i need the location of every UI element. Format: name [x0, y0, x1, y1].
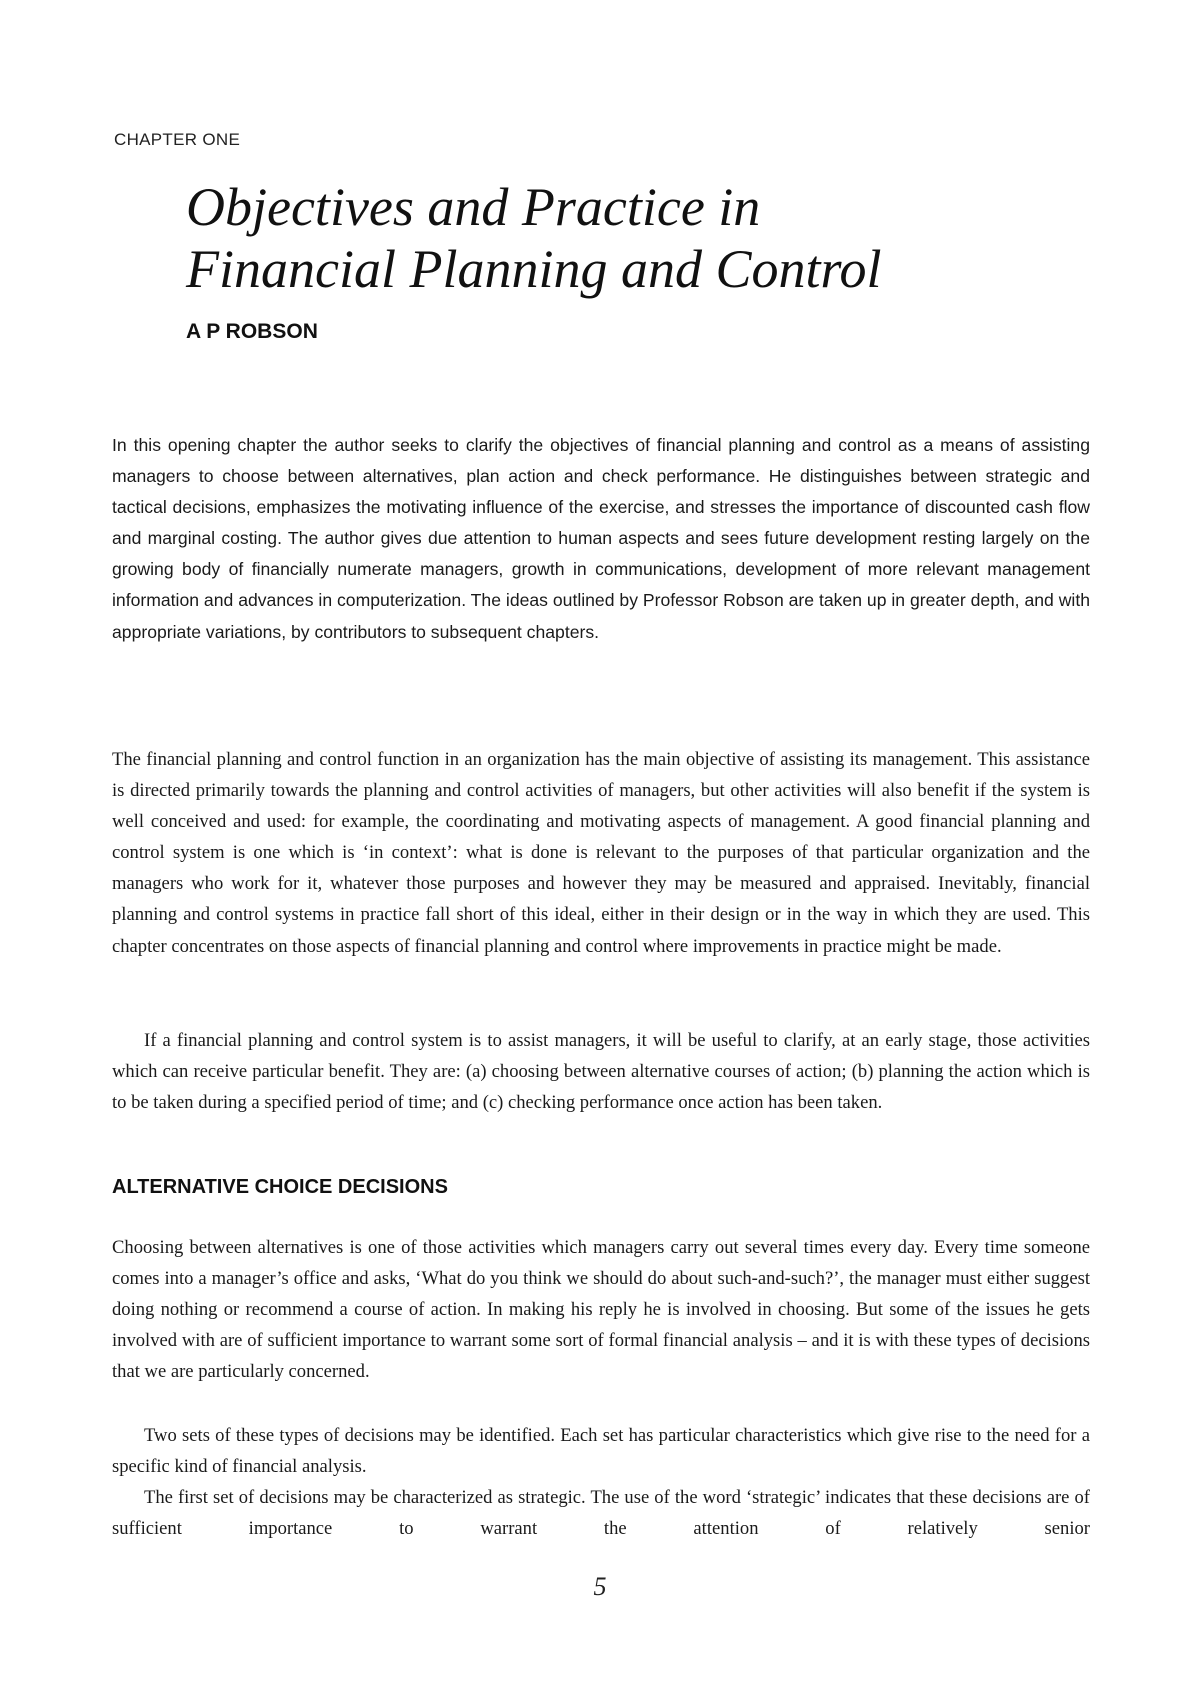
section-paragraph-2: Two sets of these types of decisions may be identified. Each set has particular characteristics which give rise to the need for a specific kind of financial analysis.: [112, 1425, 1090, 1478]
chapter-title-line-2: Financial Planning and Control: [186, 239, 882, 299]
author-name: A P ROBSON: [186, 320, 318, 343]
chapter-label: CHAPTER ONE: [114, 130, 241, 149]
section-paragraph-1: Choosing between alternatives is one of those activities which managers carry out several times every day. Every time someone comes into a manager’s office and asks, ‘What do you think we should do about such-and-such?’, the manager must either suggest doing nothing or recommend a course of action. In making his reply he is involved in choosing. But some of the issues he gets involved with are of sufficient importance to warrant some sort of formal financial analysis – and it is with these types of decisions that we are particularly concerned.: [112, 1237, 1090, 1383]
page-number: 5: [593, 1572, 607, 1601]
intro-paragraph-1: The financial planning and control function in an organization has the main objective of assisting its management. This assistance is directed primarily towards the planning and control activities of managers, but other activities will also benefit if the system is well conceived and used: for example, the coordinating and motivating aspects of management. A good financial planning and control system is one which is ‘in context’: what is done is relevant to the purposes of that particular organization and the managers who work for it, whatever those purposes and however they may be measured and appraised. Inevitably, financial planning and control systems in practice fall short of this ideal, either in their design or in the way in which they are used. This chapter concentrates on those aspects of financial planning and control where improvements in practice might be made.: [112, 749, 1090, 957]
chapter-abstract: In this opening chapter the author seeks to clarify the objectives of financial planning and control as a means of assisting managers to choose between alternatives, plan action and check performance. He distinguishes between strategic and tactical decisions, emphasizes the motivating influence of the exercise, and stresses the importance of discounted cash flow and marginal costing. The author gives due attention to human aspects and sees future development resting largely on the growing body of financially numerate managers, growth in communications, development of more relevant management information and advances in computerization. The ideas outlined by Professor Robson are taken up in greater depth, and with appropriate variations, by contributors to subsequent chapters.: [112, 435, 1090, 642]
chapter-title: [186, 176, 882, 300]
intro-paragraph-2: If a financial planning and control system is to assist managers, it will be useful to clarify, at an early stage, those activities which can receive particular benefit. They are: (a) choosing between alternative courses of action; (b) planning the action which is to be taken during a specified period of time; and (c) checking performance once action has been taken.: [112, 1030, 1090, 1114]
chapter-title-line-1: Objectives and Practice in: [186, 177, 761, 237]
section-paragraph-3: The first set of decisions may be characterized as strategic. The use of the word ‘strategic’ indicates that these decisions are of sufficient importance to warrant the attention of relatively senior: [112, 1487, 1090, 1540]
section-heading: ALTERNATIVE CHOICE DECISIONS: [112, 1176, 448, 1198]
